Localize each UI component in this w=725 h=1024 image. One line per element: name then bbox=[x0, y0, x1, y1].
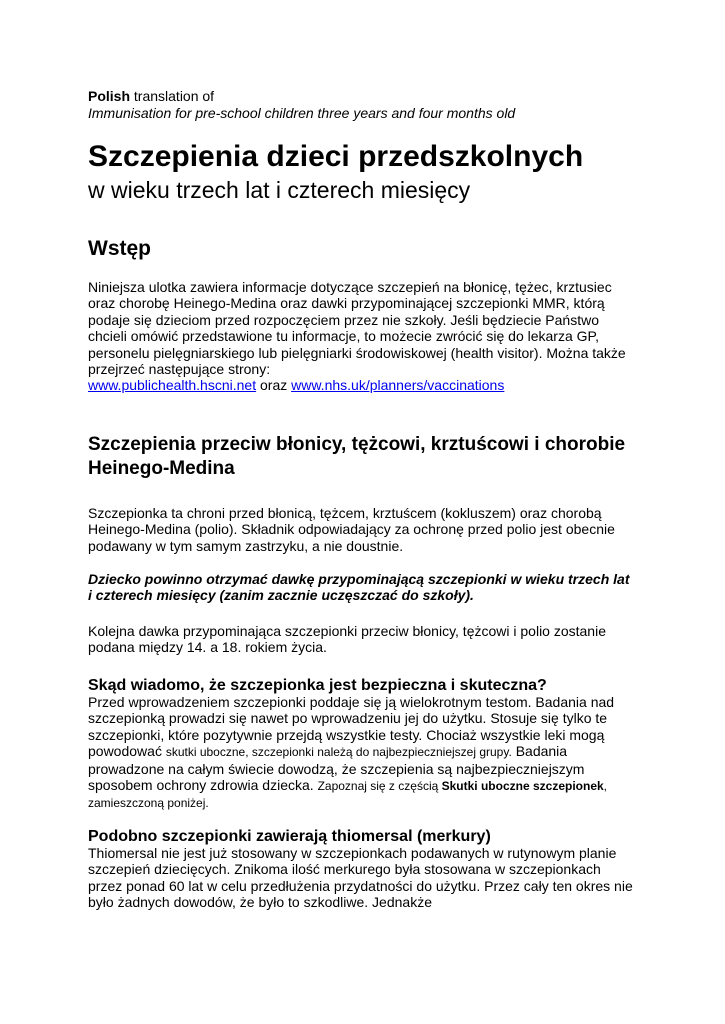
intro-heading: Wstęp bbox=[88, 237, 151, 260]
dtp-paragraph-1: Szczepionka ta chroni przed błonicą, tężcem, krztuścem (kokluszem) oraz chorobą Heinego-Medina (polio). Składnik odpowiadający za ochronę przed polio jest obecnie podawany w tym samym zastrzyku, a nie doustnie. bbox=[88, 505, 615, 554]
translation-label: translation of bbox=[130, 88, 215, 104]
safety-paragraph bbox=[88, 694, 633, 812]
safety-text-b: Badania prowadzone na całym świecie dowodzą, że szczepienia są najbezpieczniejszym sposobem ochrony zdrowia dziecka. bbox=[88, 743, 585, 794]
safety-heading: Skąd wiadomo, że szczepionka jest bezpieczna i skuteczna? bbox=[88, 677, 547, 694]
translation-language: Polish bbox=[88, 88, 131, 104]
thiomersal-heading: Podobno szczepionki zawierają thiomersal (merkury) bbox=[88, 828, 491, 845]
safety-text-small-c: , zamieszczoną poniżej. bbox=[88, 779, 608, 811]
page-title: Szczepienia dzieci przedszkolnych bbox=[88, 140, 584, 173]
thiomersal-paragraph: Thiomersal nie jest już stosowany w szczepionkach podawanych w rutynowym planie szczepień dziecięcych. Znikoma ilość merkurego była stosowana w szczepionkach przez ponad 60 lat w celu przedłużenia przydatności do użytku. Przez cały ten okres nie było żadnych dowodów, że było to szkodliwe. Jednakże bbox=[88, 845, 633, 911]
intro-paragraph bbox=[88, 279, 633, 394]
publichealth-link[interactable]: www.publichealth.hscni.net bbox=[88, 377, 257, 394]
dtp-heading: Szczepienia przeciw błonicy, tężcowi, krztuścowi i chorobie Heinego-Medina bbox=[88, 434, 626, 479]
safety-text-a: Przed wprowadzeniem szczepionki poddaje się ją wielokrotnym testom. Badania nad szczepionką prowadzi się nawet po wprowadzeniu jej do użytku. Stosuje się tylko te szczepionki, które pozytywnie przejdą wszystkie testy. Chociaż wszystkie leki mogą powodować bbox=[88, 694, 615, 760]
original-title: Immunisation for pre-school children three years and four months old bbox=[88, 105, 516, 121]
dtp-paragraph-2: Dziecko powinno otrzymać dawkę przypominającą szczepionki w wieku trzech lat i czterech miesięcy (zanim zacznie uczęszczać do szkoły). bbox=[88, 571, 630, 604]
safety-text-small-a: skutki uboczne, szczepionki należą do najbezpieczniejszej grupy. bbox=[165, 745, 512, 760]
translation-note bbox=[88, 88, 515, 122]
page-subtitle: w wieku trzech lat i czterech miesięcy bbox=[88, 177, 471, 203]
nhs-vaccinations-link[interactable]: www.nhs.uk/planners/vaccinations bbox=[291, 377, 505, 394]
link-separator: oraz bbox=[256, 377, 292, 394]
dtp-paragraph-3: Kolejna dawka przypominająca szczepionki przeciw błonicy, tężcowi i polio zostanie podana między 14. a 18. rokiem życia. bbox=[88, 623, 606, 656]
side-effects-reference: Skutki uboczne szczepionek bbox=[441, 779, 604, 794]
intro-text: Niniejsza ulotka zawiera informacje dotyczące szczepień na błonicę, tężec, krztusiec oraz chorobę Heinego-Medina oraz dawki przypominającej szczepionki MMR, którą podaje się dzieciom przed rozpoczęciem przez nie szkoły. Jeśli będziecie Państwo chcieli omówić przedstawione tu informacje, to możecie zwrócić się do lekarza GP, personelu pielęgniarskiego lub pielęgniarki środowiskowej (health visitor). Można także przejrzeć następujące strony: bbox=[88, 279, 626, 378]
safety-text-small-b: Zapoznaj się z częścią bbox=[317, 779, 442, 794]
